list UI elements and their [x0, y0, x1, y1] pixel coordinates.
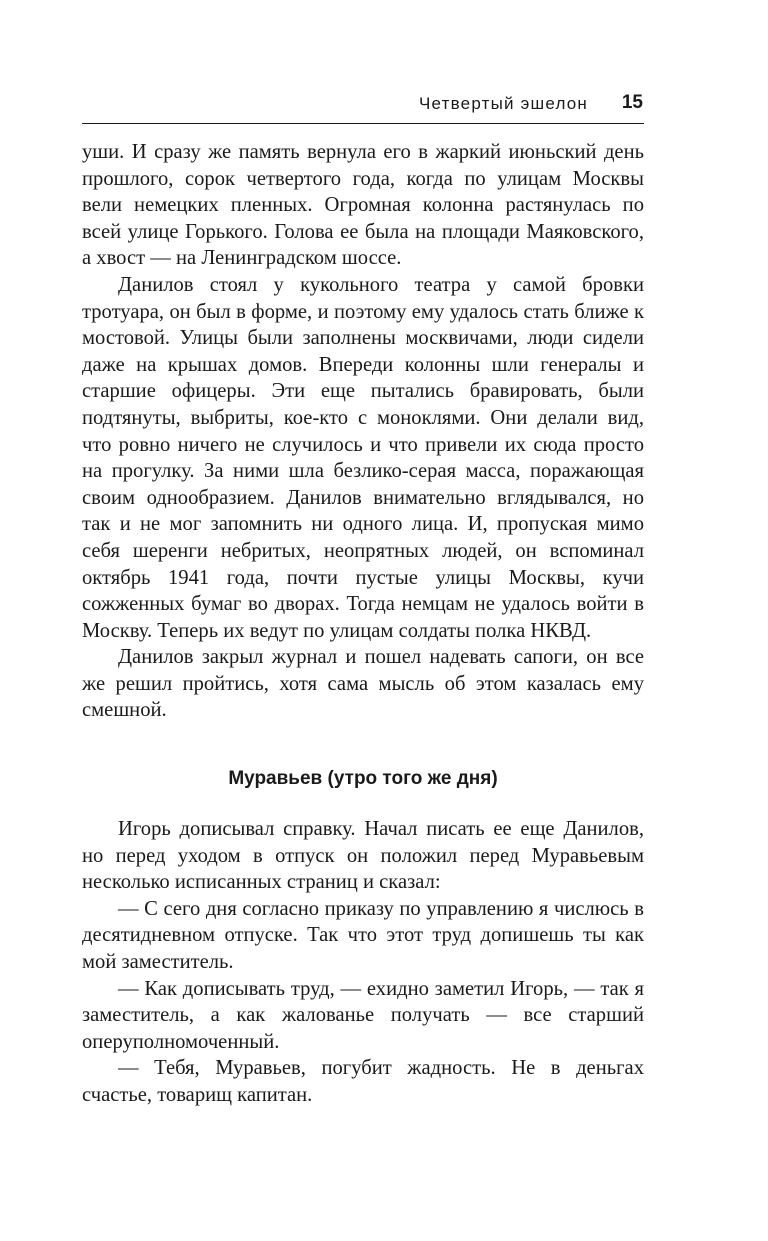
page-body	[82, 139, 644, 1109]
paragraph: Данилов закрыл журнал и пошел надевать сапоги, он все же решил пройтись, хотя сама мысль об этом казалась ему смешной.	[82, 646, 644, 722]
running-title: Четвертый эшелон	[419, 94, 588, 113]
dialogue-line: — С сего дня согласно приказу по управлению я числюсь в десятидневном отпуске. Так что этот труд допишешь ты как мой заместитель.	[82, 897, 644, 974]
running-header	[82, 92, 644, 124]
paragraph: Данилов стоял у кукольного театра у самой бровки тротуара, он был в форме, и поэтому ему удалось стать ближе к мостовой. Улицы были заполнены москвичами, люди сидели даже на крышах домов. Впереди колонны шли генералы и старшие офицеры. Эти еще пытались бравировать, были подтянуты, выбриты, кое-кто с моноклями. Они делали вид, что ровно ничего не случилось и что привели их сюда просто на прогулку. За ними шла безлико-серая масса, поражающая своим однообразием. Данилов внимательно вглядывался, но так и не мог запомнить ни одного лица. И, пропуская мимо себя шеренги небритых, неопрятных людей, он вспоминал октябрь 1941 года, почти пустые улицы Москвы, кучи сожженных бумаг во дворах. Тогда немцам не удалось войти в Москву. Теперь их ведут по улицам солдаты полка НКВД.	[82, 273, 644, 642]
dialogue-line: — Как дописывать труд, — ехидно заметил Игорь, — так я заместитель, а как жалованье получать — все старший оперуполномоченный.	[82, 977, 644, 1053]
section-heading: Муравьев (утро того же дня)	[228, 768, 498, 790]
paragraph: Игорь дописывал справку. Начал писать ее еще Данилов, но перед уходом в отпуск он положил перед Муравьевым несколько исписанных страниц и сказал:	[82, 818, 644, 894]
dialogue-line: — Тебя, Муравьев, погубит жадность. Не в деньгах счастье, товарищ капитан.	[82, 1057, 644, 1106]
paragraph: уши. И сразу же память вернула его в жаркий июньский день прошлого, сорок четвертого года, когда по улицам Москвы вели немецких пленных. Огромная колонна растянулась по всей улице Горького. Голова ее была на площади Маяковского, а хвост — на Ленинградском шоссе.	[82, 141, 644, 270]
page-number: 15	[621, 92, 643, 113]
